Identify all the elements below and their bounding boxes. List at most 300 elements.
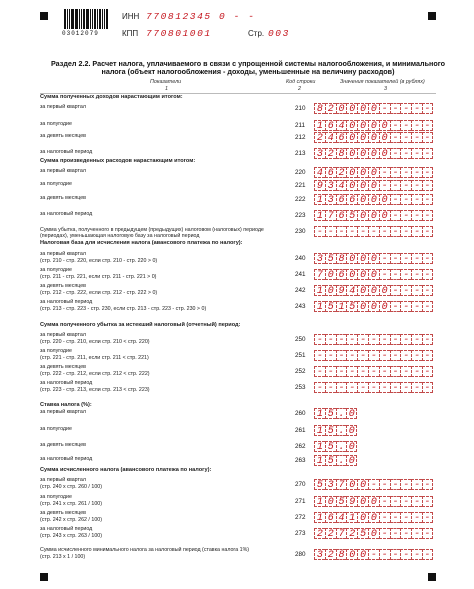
- value-cell: -: [422, 103, 433, 114]
- row-formula-273: (стр. 243 x стр. 263 / 100): [40, 533, 102, 539]
- value-cell: -: [390, 301, 401, 312]
- value-cell: 1: [336, 301, 347, 312]
- value-cell: 3: [325, 479, 336, 490]
- value-field-250[interactable]: [314, 334, 433, 345]
- value-cell: -: [368, 382, 379, 393]
- value-cell: -: [357, 382, 368, 393]
- value-cell: 1: [314, 408, 325, 419]
- row-code-263: 263: [295, 457, 306, 464]
- value-cell: 2: [346, 528, 357, 539]
- value-cell: -: [325, 350, 336, 361]
- value-cell: 0: [357, 180, 368, 191]
- value-cell: 0: [346, 549, 357, 560]
- barcode-number: 03012079: [62, 30, 99, 37]
- value-cell: -: [368, 549, 379, 560]
- value-cell: -: [390, 167, 401, 178]
- value-cell: -: [336, 382, 347, 393]
- value-cell: -: [400, 549, 411, 560]
- value-cell: 0: [346, 441, 357, 452]
- value-cell: 0: [379, 301, 390, 312]
- value-cell: 5: [357, 528, 368, 539]
- value-cell: -: [368, 226, 379, 237]
- value-field-222[interactable]: [314, 194, 433, 205]
- value-cell: -: [411, 148, 422, 159]
- value-cell: 6: [336, 269, 347, 280]
- col-header-value: Значения показателей (в рублях): [340, 79, 425, 85]
- value-cell: .: [336, 455, 347, 466]
- value-field-272[interactable]: [314, 512, 433, 523]
- row-formula-270: (стр. 240 x стр. 260 / 100): [40, 484, 102, 490]
- value-cell: -: [400, 194, 411, 205]
- row-label-261: за полугодие: [40, 426, 72, 432]
- value-field-212[interactable]: [314, 132, 433, 143]
- value-cell: -: [379, 528, 390, 539]
- value-cell: -: [400, 479, 411, 490]
- row-label-240: за первый квартал: [40, 251, 86, 257]
- value-cell: 0: [357, 253, 368, 264]
- value-cell: -: [346, 226, 357, 237]
- value-cell: -: [390, 103, 401, 114]
- barcode-icon: [64, 9, 108, 29]
- value-cell: 8: [314, 103, 325, 114]
- value-field-213[interactable]: [314, 148, 433, 159]
- row-code-212: 212: [295, 134, 306, 141]
- value-cell: -: [390, 194, 401, 205]
- value-cell: -: [379, 512, 390, 523]
- value-cell: -: [390, 132, 401, 143]
- col-num-1: 1: [165, 86, 168, 92]
- value-cell: 3: [325, 180, 336, 191]
- value-cell: 0: [379, 132, 390, 143]
- value-cell: -: [411, 350, 422, 361]
- row-code-243: 243: [295, 303, 306, 310]
- row-code-270: 270: [295, 481, 306, 488]
- value-cell: 8: [336, 148, 347, 159]
- value-cell: -: [411, 226, 422, 237]
- value-cell: 5: [325, 441, 336, 452]
- row-formula-240: (стр. 210 - стр. 220, если стр. 210 - стр. 220 > 0): [40, 258, 158, 264]
- row-label-241: за полугодие: [40, 267, 72, 273]
- value-cell: 2: [325, 528, 336, 539]
- value-cell: 3: [314, 148, 325, 159]
- value-cell: 5: [346, 301, 357, 312]
- value-cell: -: [314, 382, 325, 393]
- row-formula-250: (стр. 220 - стр. 210, если стр. 210 < стр. 220): [40, 339, 150, 345]
- value-cell: -: [411, 366, 422, 377]
- value-cell: -: [411, 120, 422, 131]
- value-cell: -: [314, 226, 325, 237]
- value-cell: 9: [314, 180, 325, 191]
- group-income: Сумма полученных доходов нарастающим итогом:: [40, 94, 183, 100]
- value-cell: 0: [368, 528, 379, 539]
- row-label-243: за налоговый период: [40, 299, 93, 305]
- row-label-222: за девять месяцев: [40, 195, 87, 201]
- value-cell: -: [400, 528, 411, 539]
- value-cell: -: [325, 382, 336, 393]
- row-label-270: за первый квартал: [40, 477, 86, 483]
- row-code-213: 213: [295, 150, 306, 157]
- value-cell: -: [422, 479, 433, 490]
- row-formula-271: (стр. 241 x стр. 261 / 100): [40, 501, 102, 507]
- value-cell: -: [422, 132, 433, 143]
- corner-marker-top-left: [40, 12, 48, 20]
- group-tax-calc: Сумма исчисленного налога (авансового платежа по налогу):: [40, 467, 212, 473]
- value-cell: -: [422, 350, 433, 361]
- value-cell: -: [390, 148, 401, 159]
- value-field-221[interactable]: [314, 180, 433, 191]
- value-field-243[interactable]: [314, 301, 433, 312]
- value-cell: -: [400, 210, 411, 221]
- value-cell: 0: [368, 120, 379, 131]
- value-cell: .: [336, 441, 347, 452]
- value-field-260[interactable]: [314, 408, 357, 419]
- row-formula-251: (стр. 221 - стр. 211, если стр. 211 < стр. 221): [40, 355, 149, 361]
- value-cell: -: [422, 194, 433, 205]
- kpp-label: КПП: [122, 29, 139, 38]
- value-cell: -: [400, 301, 411, 312]
- value-cell: -: [379, 180, 390, 191]
- value-cell: 2: [314, 528, 325, 539]
- row-formula-280: (стр. 213 x 1 / 100): [40, 554, 86, 560]
- value-cell: -: [400, 120, 411, 131]
- value-field-262[interactable]: [314, 441, 357, 452]
- group-loss: Сумма полученного убытка за истекший налоговый (отчетный) период:: [40, 322, 241, 328]
- value-cell: -: [379, 167, 390, 178]
- value-cell: 0: [357, 132, 368, 143]
- value-cell: 0: [368, 103, 379, 114]
- row-code-280: 280: [295, 551, 306, 558]
- value-cell: 0: [346, 269, 357, 280]
- value-field-211[interactable]: [314, 120, 433, 131]
- value-cell: 4: [314, 167, 325, 178]
- value-cell: 1: [314, 285, 325, 296]
- value-field-261[interactable]: [314, 425, 357, 436]
- row-formula-243: (стр. 213 - стр. 223 - стр. 230, если стр. 213 - стр. 223 - стр. 230 > 0): [40, 306, 207, 312]
- col-header-indicator: Показатели: [150, 79, 182, 85]
- row-code-272: 272: [295, 514, 306, 521]
- row-code-241: 241: [295, 271, 306, 278]
- value-cell: -: [411, 132, 422, 143]
- value-cell: 0: [368, 210, 379, 221]
- row-formula-241: (стр. 211 - стр. 221, если стр. 211 - стр. 221 > 0): [40, 274, 157, 280]
- value-cell: -: [390, 210, 401, 221]
- row-formula-272: (стр. 242 x стр. 262 / 100): [40, 517, 102, 523]
- value-cell: -: [379, 226, 390, 237]
- value-cell: 1: [314, 301, 325, 312]
- value-cell: -: [390, 479, 401, 490]
- value-field-251[interactable]: [314, 350, 433, 361]
- value-field-210[interactable]: [314, 103, 433, 114]
- value-cell: -: [422, 382, 433, 393]
- value-cell: -: [390, 253, 401, 264]
- value-field-263[interactable]: [314, 455, 357, 466]
- value-cell: -: [422, 528, 433, 539]
- value-cell: 4: [336, 180, 347, 191]
- value-cell: 2: [325, 549, 336, 560]
- corner-marker-top-right: [428, 12, 436, 20]
- value-cell: 0: [379, 285, 390, 296]
- value-cell: -: [357, 366, 368, 377]
- row-label-272: за девять месяцев: [40, 510, 87, 516]
- value-cell: -: [336, 226, 347, 237]
- value-cell: -: [346, 366, 357, 377]
- value-cell: -: [390, 120, 401, 131]
- value-cell: 2: [314, 132, 325, 143]
- value-cell: -: [346, 350, 357, 361]
- value-field-240[interactable]: [314, 253, 433, 264]
- kpp-value: 770801001: [146, 28, 212, 39]
- value-cell: 0: [357, 103, 368, 114]
- value-cell: 0: [357, 496, 368, 507]
- value-cell: 0: [325, 269, 336, 280]
- value-cell: 9: [346, 496, 357, 507]
- value-cell: -: [390, 226, 401, 237]
- value-cell: 5: [336, 496, 347, 507]
- value-cell: -: [400, 253, 411, 264]
- row-code-252: 252: [295, 368, 306, 375]
- value-cell: 0: [368, 285, 379, 296]
- value-cell: -: [346, 334, 357, 345]
- value-cell: -: [390, 382, 401, 393]
- value-cell: 6: [336, 194, 347, 205]
- inn-value: 770812345 0 - -: [146, 11, 256, 22]
- row-code-261: 261: [295, 427, 306, 434]
- value-cell: -: [400, 382, 411, 393]
- value-cell: 0: [368, 496, 379, 507]
- value-cell: 1: [314, 194, 325, 205]
- value-cell: -: [379, 103, 390, 114]
- value-cell: 1: [314, 496, 325, 507]
- group-expenses: Сумма произведенных расходов нарастающим итогом:: [40, 158, 196, 164]
- value-cell: 0: [357, 210, 368, 221]
- value-cell: -: [422, 549, 433, 560]
- value-cell: 0: [379, 210, 390, 221]
- col-header-code: Код строки: [286, 79, 316, 85]
- value-cell: -: [422, 120, 433, 131]
- value-cell: 8: [336, 253, 347, 264]
- value-cell: -: [400, 269, 411, 280]
- value-cell: -: [411, 528, 422, 539]
- value-cell: 0: [346, 180, 357, 191]
- row-code-271: 271: [295, 498, 306, 505]
- value-cell: -: [422, 253, 433, 264]
- row-code-220: 220: [295, 169, 306, 176]
- row-label-260: за первый квартал: [40, 409, 86, 415]
- row-code-262: 262: [295, 443, 306, 450]
- value-cell: -: [379, 382, 390, 393]
- value-cell: -: [390, 285, 401, 296]
- value-cell: -: [368, 479, 379, 490]
- value-cell: -: [400, 132, 411, 143]
- value-cell: -: [422, 334, 433, 345]
- value-cell: 7: [325, 210, 336, 221]
- value-cell: 0: [336, 103, 347, 114]
- row-code-223: 223: [295, 212, 306, 219]
- value-cell: 3: [325, 194, 336, 205]
- value-field-253[interactable]: [314, 382, 433, 393]
- value-cell: -: [314, 350, 325, 361]
- value-cell: -: [422, 167, 433, 178]
- value-cell: -: [325, 226, 336, 237]
- value-cell: -: [411, 180, 422, 191]
- page-label: Стр.: [248, 29, 265, 38]
- row-code-230: 230: [295, 228, 306, 235]
- value-field-241[interactable]: [314, 269, 433, 280]
- value-cell: 3: [314, 549, 325, 560]
- value-cell: -: [390, 496, 401, 507]
- value-cell: 0: [346, 425, 357, 436]
- value-cell: 5: [314, 479, 325, 490]
- value-cell: 1: [314, 512, 325, 523]
- value-cell: 0: [357, 120, 368, 131]
- corner-marker-bottom-right: [428, 573, 436, 581]
- value-cell: .: [336, 425, 347, 436]
- value-cell: -: [422, 226, 433, 237]
- value-field-273[interactable]: [314, 528, 433, 539]
- col-num-3: 3: [384, 86, 387, 92]
- row-label-223: за налоговый период: [40, 211, 93, 217]
- row-label-253: за налоговый период: [40, 380, 93, 386]
- value-cell: -: [422, 496, 433, 507]
- value-cell: 0: [368, 180, 379, 191]
- value-cell: 0: [357, 301, 368, 312]
- value-cell: 2: [325, 103, 336, 114]
- value-cell: -: [379, 366, 390, 377]
- value-cell: -: [379, 350, 390, 361]
- value-cell: 5: [325, 425, 336, 436]
- value-cell: -: [411, 496, 422, 507]
- value-cell: -: [357, 334, 368, 345]
- page-value: 003: [268, 28, 290, 39]
- value-cell: 9: [336, 285, 347, 296]
- value-cell: 0: [346, 455, 357, 466]
- group-tax-base: Налоговая база для исчисления налога (авансового платежа по налогу):: [40, 240, 243, 246]
- value-cell: 0: [325, 496, 336, 507]
- value-cell: -: [379, 269, 390, 280]
- value-cell: -: [411, 334, 422, 345]
- value-cell: -: [411, 285, 422, 296]
- col-num-2: 2: [298, 86, 301, 92]
- value-cell: -: [357, 226, 368, 237]
- value-cell: -: [422, 366, 433, 377]
- row-code-273: 273: [295, 530, 306, 537]
- value-cell: -: [422, 148, 433, 159]
- value-cell: 0: [346, 120, 357, 131]
- value-cell: 6: [325, 167, 336, 178]
- value-cell: -: [314, 334, 325, 345]
- value-cell: -: [390, 269, 401, 280]
- value-cell: -: [390, 334, 401, 345]
- value-field-223[interactable]: [314, 210, 433, 221]
- value-cell: -: [411, 479, 422, 490]
- value-cell: 0: [368, 148, 379, 159]
- value-cell: 5: [325, 455, 336, 466]
- row-code-211: 211: [295, 122, 306, 129]
- row-label-251: за полугодие: [40, 348, 72, 354]
- value-cell: 6: [325, 120, 336, 131]
- value-cell: 6: [336, 210, 347, 221]
- value-cell: -: [368, 350, 379, 361]
- value-field-270[interactable]: [314, 479, 433, 490]
- value-cell: -: [422, 210, 433, 221]
- value-field-280[interactable]: [314, 549, 433, 560]
- value-cell: -: [411, 549, 422, 560]
- value-cell: 0: [346, 167, 357, 178]
- row-label-262: за девять месяцев: [40, 442, 87, 448]
- value-cell: -: [336, 350, 347, 361]
- value-cell: -: [357, 350, 368, 361]
- value-cell: -: [411, 269, 422, 280]
- value-cell: -: [390, 549, 401, 560]
- value-cell: 0: [357, 194, 368, 205]
- row-code-221: 221: [295, 182, 306, 189]
- value-cell: 0: [346, 103, 357, 114]
- row-label-220: за первый квартал: [40, 168, 86, 174]
- value-cell: -: [411, 512, 422, 523]
- value-cell: 1: [314, 120, 325, 131]
- value-cell: 0: [357, 512, 368, 523]
- row-label-250: за первый квартал: [40, 332, 86, 338]
- value-cell: -: [400, 148, 411, 159]
- value-field-271[interactable]: [314, 496, 433, 507]
- inn-label: ИНН: [122, 12, 140, 21]
- value-cell: 6: [336, 132, 347, 143]
- row-code-253: 253: [295, 384, 306, 391]
- row-label-212: за девять месяцев: [40, 133, 87, 139]
- value-cell: -: [411, 167, 422, 178]
- value-cell: 0: [346, 253, 357, 264]
- group-rate: Ставка налога (%):: [40, 402, 92, 408]
- value-cell: 7: [336, 479, 347, 490]
- value-cell: 0: [379, 148, 390, 159]
- row-label-213: за налоговый период: [40, 149, 93, 155]
- value-cell: 0: [357, 479, 368, 490]
- value-cell: 0: [368, 167, 379, 178]
- value-cell: -: [390, 180, 401, 191]
- row-code-250: 250: [295, 336, 306, 343]
- value-cell: 0: [368, 269, 379, 280]
- section-title: Раздел 2.2. Расчет налога, уплачиваемого в связи с упрощенной системы налогообложения, и минимального налога (объект налогообложения - доходы, уменьшенные на величину расходов): [50, 59, 446, 77]
- value-cell: 0: [346, 148, 357, 159]
- value-cell: 5: [346, 210, 357, 221]
- value-cell: -: [314, 366, 325, 377]
- row-code-251: 251: [295, 352, 306, 359]
- value-cell: -: [411, 253, 422, 264]
- value-cell: 0: [346, 408, 357, 419]
- value-field-220[interactable]: [314, 167, 433, 178]
- value-cell: -: [400, 285, 411, 296]
- row-code-242: 242: [295, 287, 306, 294]
- value-field-242[interactable]: [314, 285, 433, 296]
- value-cell: -: [411, 382, 422, 393]
- row-label-252: за девять месяцев: [40, 364, 87, 370]
- value-cell: 0: [368, 301, 379, 312]
- value-cell: -: [379, 549, 390, 560]
- value-cell: -: [390, 350, 401, 361]
- value-field-252[interactable]: [314, 366, 433, 377]
- value-cell: -: [379, 496, 390, 507]
- value-cell: -: [325, 334, 336, 345]
- value-cell: 4: [346, 285, 357, 296]
- row-code-222: 222: [295, 196, 306, 203]
- value-field-230[interactable]: [314, 226, 433, 237]
- value-cell: -: [400, 350, 411, 361]
- value-cell: -: [368, 334, 379, 345]
- value-cell: -: [411, 103, 422, 114]
- value-cell: -: [379, 253, 390, 264]
- value-cell: 0: [368, 132, 379, 143]
- value-cell: 5: [325, 301, 336, 312]
